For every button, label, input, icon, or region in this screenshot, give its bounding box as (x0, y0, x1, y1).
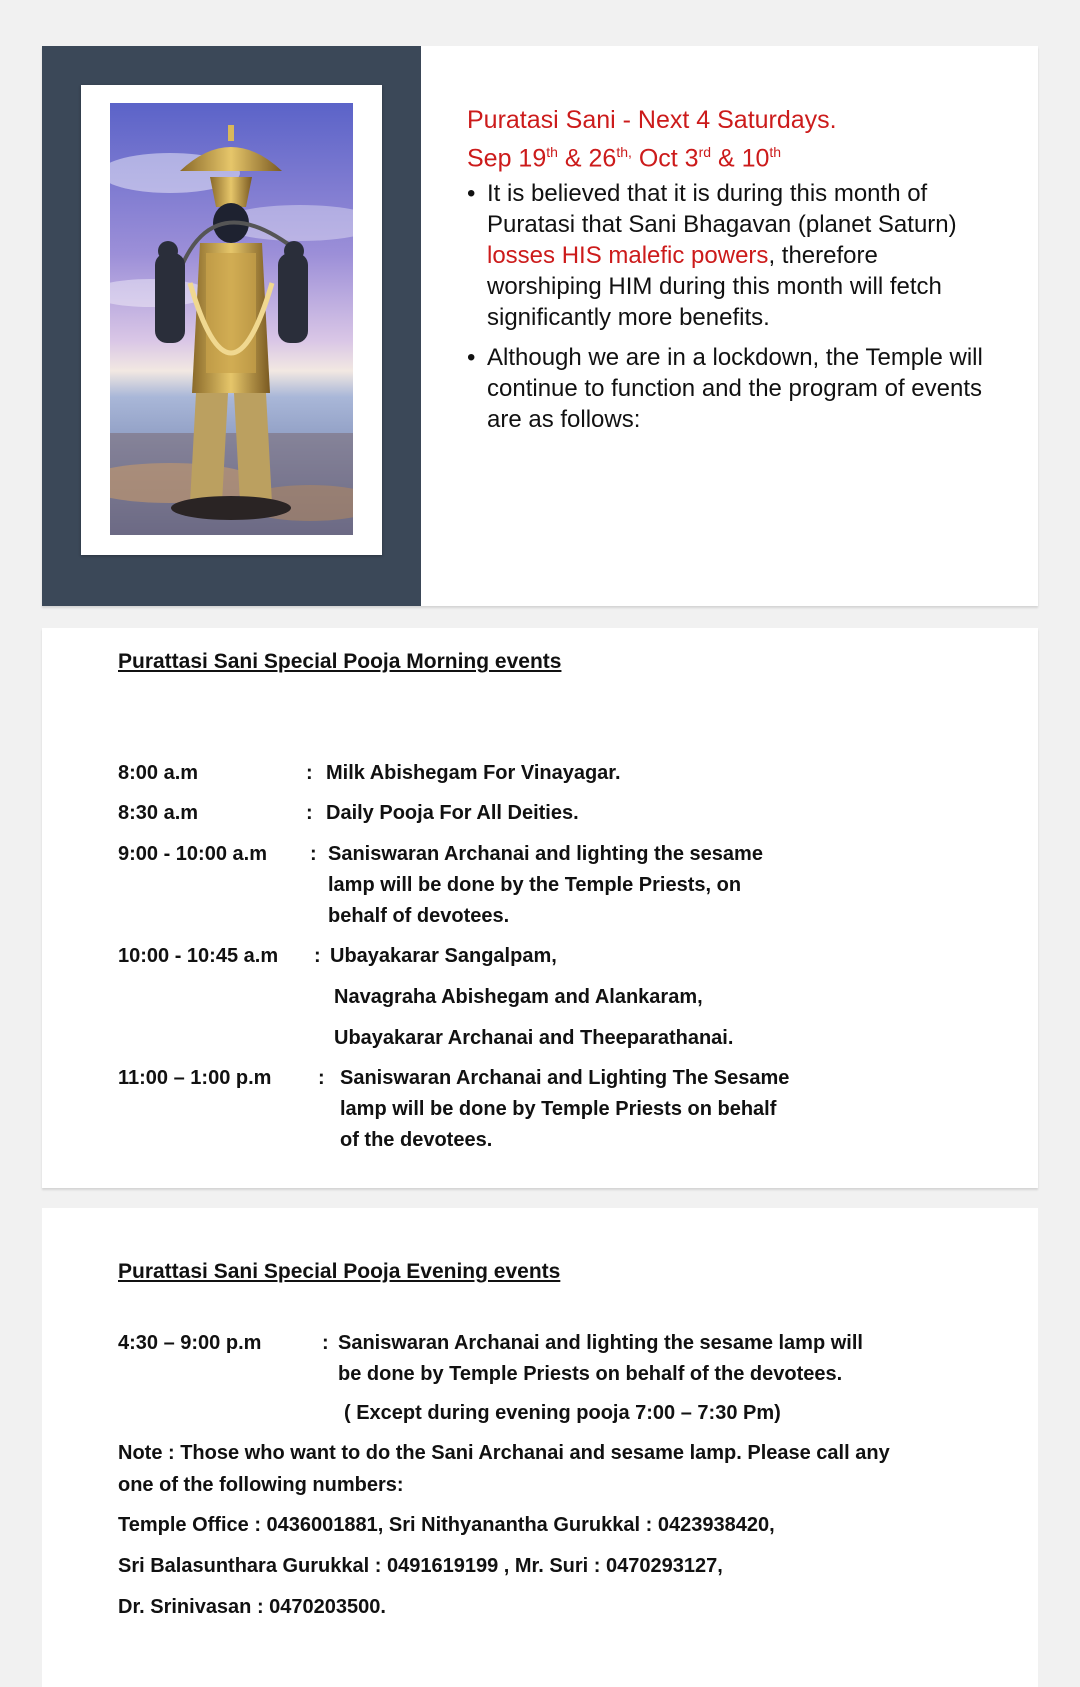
event-row (118, 798, 998, 829)
date-oct-10: & 10 (711, 144, 770, 173)
evening-events-title: Purattasi Sani Special Pooja Evening events (118, 1260, 561, 1283)
date-sep-26: & 26 (557, 144, 617, 173)
note-line: Note : Those who want to do the Sani Archanai and sesame lamp. Please call any (118, 1442, 890, 1464)
event-desc: Ubayakarar Archanai and Theeparathanai. (334, 1027, 734, 1049)
event-colon: : (306, 762, 313, 784)
morning-events-slide (42, 628, 1038, 1188)
bullet-item (467, 178, 987, 333)
contact-line: Temple Office : 0436001881, Sri Nithyanantha Gurukkal : 0423938420, (118, 1514, 775, 1536)
bullet-highlight: losses HIS malefic powers (487, 242, 769, 269)
note-line: one of the following numbers: (118, 1474, 404, 1496)
morning-events-title: Purattasi Sani Special Pooja Morning events (118, 650, 562, 673)
headline-line-1: Puratasi Sani - Next 4 Saturdays. (467, 106, 837, 134)
dark-side-panel (42, 46, 421, 606)
event-row (118, 1023, 998, 1054)
event-desc: Ubayakarar Sangalpam, (330, 945, 557, 967)
event-row (118, 982, 998, 1013)
event-row (118, 1063, 998, 1156)
event-time: 8:30 a.m (118, 802, 199, 824)
except-note: ( Except during evening pooja 7:00 – 7:30 Pm) (344, 1402, 781, 1424)
headline-line-2 (467, 136, 1007, 174)
event-colon: : (310, 843, 317, 865)
event-row (118, 941, 998, 972)
bullet-text: Although we are in a lockdown, the Temple will continue to function and the program of events are as follows: (487, 344, 983, 433)
intro-bullets (467, 178, 987, 444)
bullet-dot-icon: • (467, 180, 476, 207)
event-time: 8:00 a.m (118, 762, 199, 784)
bullet-text: , therefore worshiping HIM during this month will fetch significantly more benefits. (487, 242, 942, 331)
event-row (118, 1328, 998, 1390)
event-desc: Daily Pooja For All Deities. (326, 802, 579, 824)
intro-slide (42, 46, 1038, 606)
date-suffix: rd (698, 144, 712, 160)
event-row (118, 1398, 998, 1429)
contact-line: Sri Balasunthara Gurukkal : 0491619199 , Mr. Suri : 0470293127, (118, 1555, 723, 1577)
evening-events-slide (42, 1208, 1038, 1687)
event-time: 10:00 - 10:45 a.m (118, 945, 279, 967)
event-time: 4:30 – 9:00 p.m (118, 1332, 262, 1354)
event-colon: : (318, 1067, 325, 1089)
event-time: 9:00 - 10:00 a.m (118, 843, 267, 865)
date-suffix: th (769, 144, 782, 160)
event-colon: : (322, 1332, 329, 1354)
event-row (118, 758, 998, 789)
event-desc: Saniswaran Archanai and Lighting The Sesame lamp will be done by Temple Priests on behalf of the devotees. (340, 1067, 790, 1151)
bullet-text: It is believed that it is during this month of Puratasi that Sani Bhagavan (planet Saturn) (487, 180, 957, 238)
sani-bhagavan-deity-photo (110, 103, 353, 535)
contact-line: Dr. Srinivasan : 0470203500. (118, 1596, 386, 1618)
headline (467, 104, 1007, 174)
event-desc: Saniswaran Archanai and lighting the sesame lamp will be done by Temple Priests on behalf of the devotees. (338, 1332, 863, 1385)
bullet-dot-icon: • (467, 344, 476, 371)
event-row (118, 839, 998, 932)
photo-frame (81, 85, 382, 555)
event-time: 11:00 – 1:00 p.m (118, 1067, 272, 1089)
date-sep: Sep 19 (467, 144, 547, 173)
bullet-item (467, 342, 987, 435)
event-colon: : (314, 945, 321, 967)
event-desc: Saniswaran Archanai and lighting the sesame lamp will be done by the Temple Priests, on behalf of devotees. (328, 843, 763, 927)
event-colon: : (306, 802, 313, 824)
event-desc: Milk Abishegam For Vinayagar. (326, 762, 621, 784)
date-suffix: th (546, 144, 558, 160)
date-suffix: th, (616, 144, 632, 160)
date-oct: Oct 3 (631, 144, 699, 173)
event-desc: Navagraha Abishegam and Alankaram, (334, 986, 703, 1008)
